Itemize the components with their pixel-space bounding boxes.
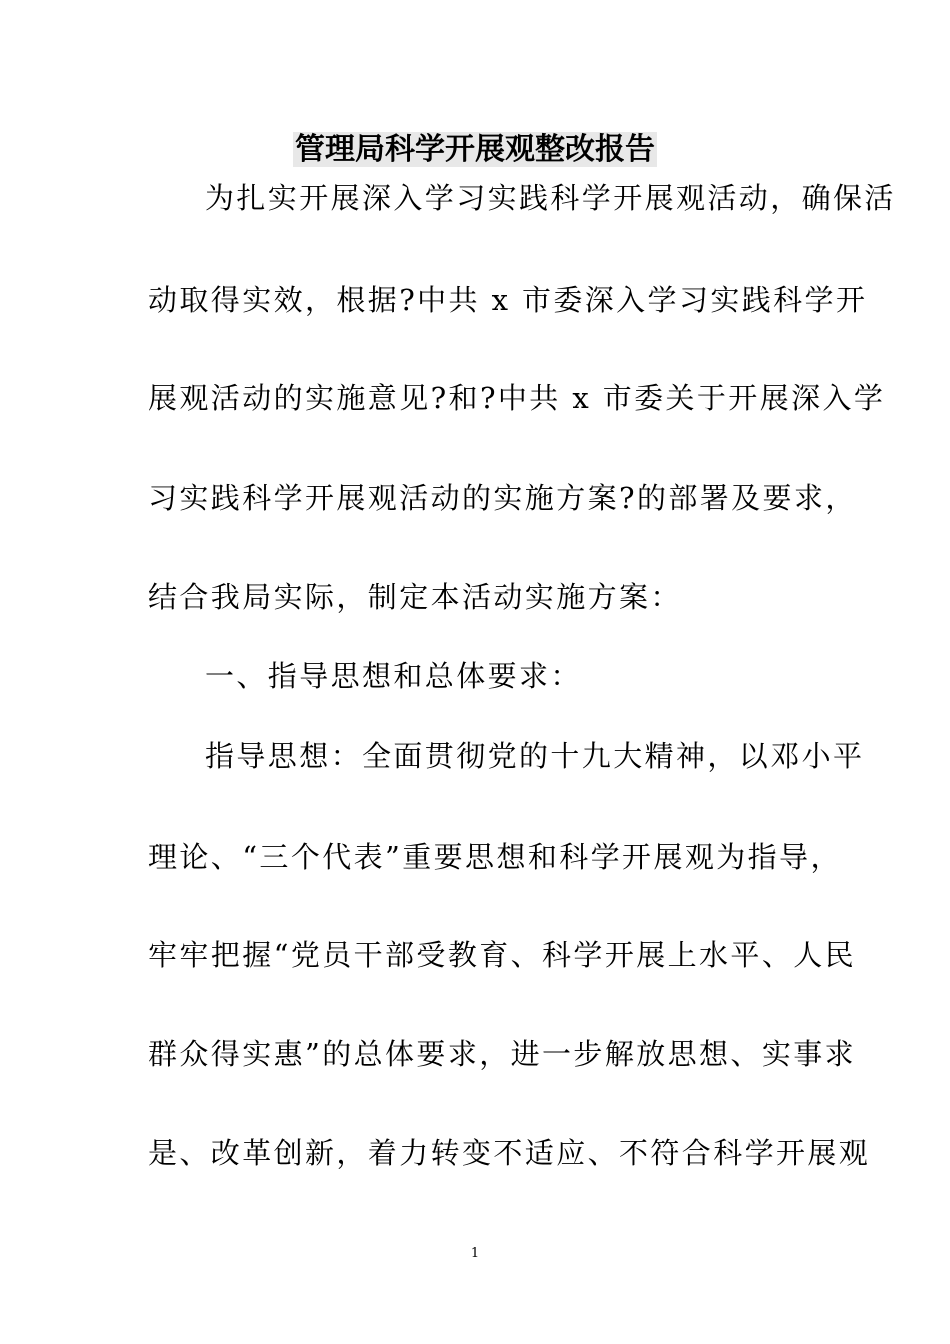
body-line-1: 为扎实开展深入学习实践科学开展观活动，确保活 — [205, 181, 896, 215]
section-heading-1: 一、指导思想和总体要求： — [205, 659, 582, 693]
document-title: 管理局科学开展观整改报告 — [295, 132, 655, 167]
body-line-7: 指导思想：全面贯彻党的十九大精神，以邓小平 — [205, 739, 865, 773]
page-number: 1 — [470, 1246, 480, 1261]
body-line-5: 结合我局实际，制定本活动实施方案： — [148, 580, 682, 614]
body-line-4: 习实践科学开展观活动的实施方案?的部署及要求， — [148, 481, 857, 515]
body-line-9: 牢牢把握“党员干部受教育、科学开展上水平、人民 — [148, 938, 857, 972]
body-line-10: 群众得实惠”的总体要求，进一步解放思想、实事求 — [148, 1037, 857, 1071]
body-line-2: 动取得实效，根据?中共 x 市委深入学习实践科学开 — [148, 283, 868, 317]
body-line-11: 是、改革创新，着力转变不适应、不符合科学开展观 — [148, 1136, 871, 1170]
body-line-8: 理论、“三个代表”重要思想和科学开展观为指导， — [148, 840, 842, 874]
body-line-3: 展观活动的实施意见?和?中共 x 市委关于开展深入学 — [148, 381, 886, 415]
